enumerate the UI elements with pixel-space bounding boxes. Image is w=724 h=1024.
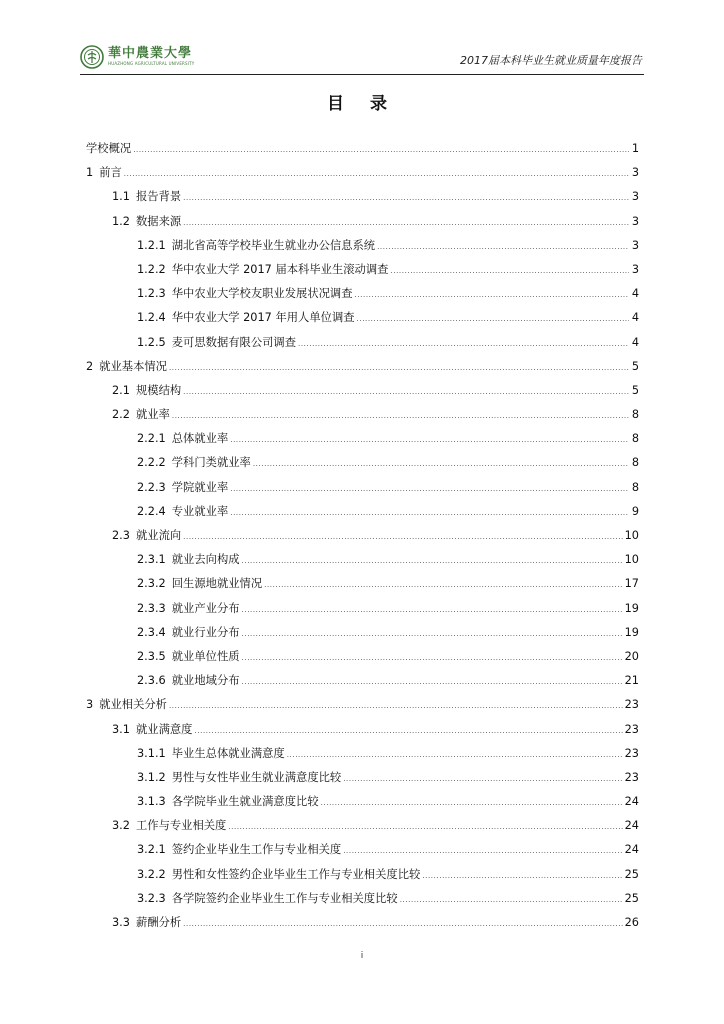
toc-leader-dots [172, 408, 629, 421]
toc-entry-title: 就业地域分布 [171, 674, 240, 688]
toc-entry-number: 2 [86, 359, 94, 373]
toc-entry-page: 10 [624, 529, 639, 542]
toc-entry[interactable] [86, 140, 639, 164]
toc-entry[interactable] [86, 309, 639, 333]
toc-entry-title: 工作与专业相关度 [135, 819, 227, 833]
toc-leader-dots [183, 384, 629, 397]
toc-entry[interactable] [86, 213, 639, 237]
toc-entry-number: 2.2.2 [137, 456, 166, 470]
logo-chinese-name: 華中農業大學 [108, 46, 193, 61]
toc-leader-dots [183, 190, 629, 203]
toc-entry-number: 2.3.1 [137, 553, 166, 567]
toc-entry-title: 就业流向 [135, 529, 182, 542]
toc-entry-page: 3 [631, 166, 639, 180]
toc-entry[interactable] [86, 696, 639, 720]
toc-leader-dots [169, 698, 623, 711]
toc-entry-number: 2.1 [112, 383, 130, 397]
toc-entry-title: 总体就业率 [171, 432, 229, 446]
toc-entry[interactable] [86, 769, 639, 793]
toc-leader-dots [169, 360, 629, 373]
toc-entry[interactable] [86, 866, 639, 890]
toc-entry-page: 3 [631, 238, 639, 252]
toc-entry[interactable] [86, 479, 639, 503]
toc-entry-number: 1 [86, 166, 94, 180]
toc-entry[interactable] [86, 793, 639, 817]
toc-entry-title: 回生源地就业情况 [171, 577, 263, 591]
toc-entry-page: 8 [631, 408, 639, 422]
toc-entry-number: 2.3.6 [137, 674, 166, 688]
toc-leader-dots [230, 505, 629, 518]
toc-entry[interactable] [86, 285, 639, 309]
toc-entry[interactable] [86, 624, 639, 648]
toc-entry-title: 数据来源 [135, 214, 182, 228]
toc-entry[interactable] [86, 430, 639, 454]
toc-leader-dots [343, 843, 622, 856]
toc-entry-title: 麦可思数据有限公司调查 [171, 335, 297, 349]
toc-entry-number: 3.3 [112, 916, 130, 929]
toc-entry-title: 专业就业率 [171, 504, 229, 518]
toc-entry-title: 毕业生总体就业满意度 [171, 746, 285, 760]
toc-entry-page: 8 [631, 456, 639, 470]
toc-leader-dots [228, 819, 622, 832]
toc-entry[interactable] [86, 454, 639, 478]
toc-entry-number: 3.2 [112, 819, 130, 833]
toc-entry-number: 1.2.2 [137, 262, 166, 276]
toc-entry-number: 1.1 [112, 190, 130, 204]
toc-leader-dots [264, 577, 622, 590]
toc-entry[interactable] [86, 745, 639, 769]
toc-entry-page: 24 [624, 795, 639, 809]
toc-leader-dots [377, 239, 629, 252]
toc-entry-title: 就业行业分布 [171, 625, 240, 639]
toc-leader-dots [287, 747, 623, 760]
toc-entry-page: 20 [624, 649, 639, 663]
toc-entry-page: 4 [631, 287, 639, 301]
toc-entry-page: 8 [631, 480, 639, 494]
toc-leader-dots [183, 215, 629, 228]
toc-entry[interactable] [86, 721, 639, 745]
toc-entry-number: 3.2.3 [137, 891, 166, 905]
toc-entry[interactable] [86, 551, 639, 575]
toc-entry[interactable] [86, 406, 639, 430]
toc-leader-dots [242, 602, 623, 615]
toc-entry-page: 25 [624, 867, 639, 881]
toc-entry-page: 1 [631, 142, 639, 155]
toc-entry[interactable] [86, 334, 639, 358]
toc-entry[interactable] [86, 600, 639, 624]
toc-entry-title: 薪酬分析 [135, 916, 182, 929]
toc-entry-number: 1.2.3 [137, 287, 166, 301]
toc-entry[interactable] [86, 914, 639, 938]
toc-entry-page: 24 [624, 819, 639, 833]
toc-entry[interactable] [86, 188, 639, 212]
toc-entry-page: 17 [624, 577, 639, 591]
toc-entry[interactable] [86, 382, 639, 406]
toc-entry-title: 华中农业大学校友职业发展状况调查 [171, 287, 353, 301]
page-number: i [360, 951, 364, 961]
toc-entry-title: 就业相关分析 [99, 698, 167, 712]
toc-entry-title: 湖北省高等学校毕业生就业办公信息系统 [171, 238, 376, 252]
toc-entry-number: 2.3.2 [137, 577, 166, 591]
toc-entry[interactable] [86, 261, 639, 285]
toc-leader-dots [390, 263, 629, 276]
toc-entry-number: 3.2.1 [137, 843, 166, 857]
toc-entry-title: 学校概况 [86, 142, 132, 155]
toc-entry-page: 23 [624, 698, 639, 712]
toc-entry-title: 前言 [99, 166, 122, 180]
toc-entry-page: 25 [624, 891, 639, 905]
toc-entry-page: 4 [631, 335, 639, 349]
toc-leader-dots [124, 166, 629, 179]
toc-entry-page: 26 [624, 916, 639, 929]
toc-entry-title: 规模结构 [135, 383, 182, 397]
toc-entry[interactable] [86, 503, 639, 527]
toc-leader-dots [355, 287, 629, 300]
toc-entry-title: 就业去向构成 [171, 553, 240, 567]
toc-entry[interactable] [86, 237, 639, 261]
toc-entry-page: 23 [624, 770, 639, 784]
toc-entry[interactable] [86, 575, 639, 599]
university-logo [80, 44, 194, 70]
toc-entry[interactable] [86, 817, 639, 841]
toc-leader-dots [253, 456, 629, 469]
toc-entry-page: 24 [624, 843, 639, 857]
toc-leader-dots [242, 626, 623, 639]
toc-entry-number: 2.3.3 [137, 601, 166, 615]
toc-entry-number: 3.1 [112, 722, 130, 736]
toc-entry-title: 就业满意度 [135, 722, 193, 736]
toc-entry-number: 1.2.5 [137, 335, 166, 349]
toc-entry[interactable] [86, 890, 639, 914]
toc-entry[interactable] [86, 648, 639, 672]
toc-entry-number: 2.2.4 [137, 504, 166, 518]
toc-entry[interactable] [86, 841, 639, 865]
toc-entry-number: 2.3.4 [137, 625, 166, 639]
toc-entry-page: 9 [631, 504, 639, 518]
toc-entry-title: 就业产业分布 [171, 601, 240, 615]
toc-leader-dots [357, 311, 629, 324]
toc-entry-title: 学科门类就业率 [171, 456, 251, 470]
logo-english-name: HUAZHONG AGRICULTURAL UNIVERSITY [108, 61, 195, 66]
toc-entry[interactable] [86, 672, 639, 696]
toc-entry-page: 5 [631, 383, 639, 397]
toc-leader-dots [242, 674, 623, 687]
toc-entry-title: 男性与女性毕业生就业满意度比较 [171, 770, 342, 784]
toc-entry-number: 3.1.3 [137, 795, 166, 809]
toc-entry-title: 男性和女性签约企业毕业生工作与专业相关度比较 [171, 867, 421, 881]
toc-leader-dots [133, 142, 629, 155]
toc-entry-page: 23 [624, 722, 639, 736]
toc-entry-title: 就业率 [135, 408, 170, 422]
toc-entry-page: 5 [631, 359, 639, 373]
toc-entry-number: 2.3 [112, 529, 130, 542]
toc-entry[interactable] [86, 358, 639, 382]
toc-entry-title: 各学院毕业生就业满意度比较 [171, 795, 319, 809]
toc-leader-dots [194, 723, 622, 736]
toc-heading: 目 录 [327, 94, 397, 114]
toc-leader-dots [298, 336, 629, 349]
toc-entry-page: 4 [631, 311, 639, 325]
toc-entry-number: 2.2.3 [137, 480, 166, 494]
page-header [80, 40, 644, 75]
toc-entry-page: 3 [631, 262, 639, 276]
toc-entry-title: 就业基本情况 [99, 359, 167, 373]
toc-entry-page: 10 [624, 553, 639, 567]
toc-entry-title: 各学院签约企业毕业生工作与专业相关度比较 [171, 891, 398, 905]
toc-entry-number: 1.2 [112, 214, 130, 228]
toc-leader-dots [230, 432, 629, 445]
report-title: 2017届本科毕业生就业质量年度报告 [460, 54, 642, 67]
toc-entry-title: 华中农业大学 2017 届本科毕业生滚动调查 [171, 262, 389, 276]
toc-entry-number: 3.1.1 [137, 746, 166, 760]
toc-leader-dots [183, 916, 622, 929]
table-of-contents [86, 140, 639, 938]
toc-entry-page: 19 [624, 601, 639, 615]
toc-entry-number: 3.1.2 [137, 770, 166, 784]
toc-leader-dots [422, 868, 622, 881]
toc-entry-page: 3 [631, 190, 639, 204]
toc-entry-number: 1.2.1 [137, 238, 166, 252]
toc-leader-dots [343, 771, 622, 784]
toc-entry-number: 3.2.2 [137, 867, 166, 881]
toc-entry[interactable] [86, 164, 639, 188]
toc-leader-dots [242, 553, 623, 566]
toc-entry-page: 3 [631, 214, 639, 228]
toc-entry-title: 学院就业率 [171, 480, 229, 494]
toc-entry-page: 19 [624, 625, 639, 639]
toc-entry-number: 1.2.4 [137, 311, 166, 325]
toc-leader-dots [242, 650, 623, 663]
toc-entry-number: 2.2.1 [137, 432, 166, 446]
toc-entry-title: 签约企业毕业生工作与专业相关度 [171, 843, 342, 857]
toc-entry-number: 3 [86, 698, 94, 712]
toc-entry-page: 8 [631, 432, 639, 446]
university-emblem-icon [80, 45, 104, 69]
toc-entry-title: 华中农业大学 2017 年用人单位调查 [171, 311, 355, 325]
toc-leader-dots [321, 795, 623, 808]
toc-leader-dots [230, 481, 629, 494]
toc-entry-number: 2.3.5 [137, 649, 166, 663]
toc-entry-number: 2.2 [112, 408, 130, 422]
toc-entry-title: 报告背景 [135, 190, 182, 204]
toc-entry-title: 就业单位性质 [171, 649, 240, 663]
toc-leader-dots [400, 892, 623, 905]
toc-entry-page: 21 [624, 674, 639, 688]
toc-entry[interactable] [86, 527, 639, 551]
toc-entry-page: 23 [624, 746, 639, 760]
toc-leader-dots [183, 529, 622, 542]
